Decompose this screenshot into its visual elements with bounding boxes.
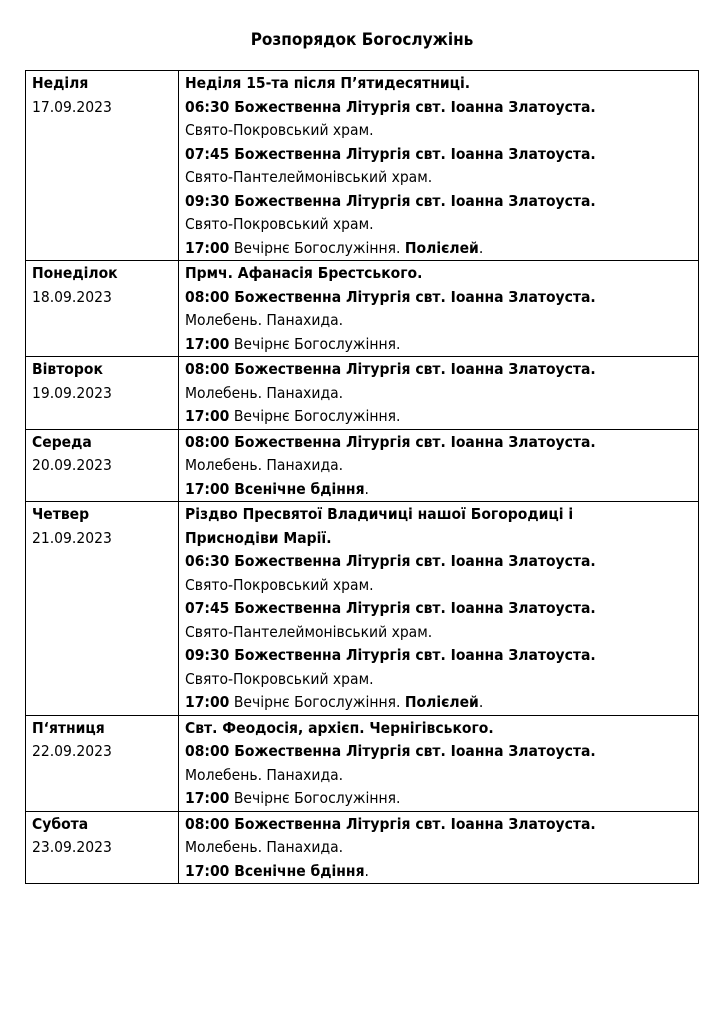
service-line <box>185 813 692 837</box>
schedule-row <box>26 502 699 716</box>
service-line <box>185 717 692 741</box>
service-text-bold: 09:30 Божественна Літургія свт. Іоанна Златоуста. <box>185 191 596 210</box>
service-text: Свято-Пантелеймонівський храм. <box>185 168 433 186</box>
service-text: Молебень. Панахида. <box>185 456 344 474</box>
services-cell <box>179 429 699 502</box>
service-line <box>185 454 692 478</box>
service-line <box>185 644 692 668</box>
day-name: Вівторок <box>32 360 103 378</box>
day-date: 23.09.2023 <box>32 838 112 856</box>
service-text-bold: 07:45 Божественна Літургія свт. Іоанна Златоуста. <box>185 599 596 617</box>
schedule-row <box>26 429 699 502</box>
services-cell <box>179 811 699 884</box>
service-line <box>185 143 692 167</box>
service-text-bold: 06:30 Божественна Літургія свт. Іоанна Златоуста. <box>185 552 596 570</box>
service-text-bold: 17:00 Всенічне бдіння <box>185 479 365 498</box>
day-cell <box>26 71 179 261</box>
service-text: . <box>364 479 369 498</box>
services-cell <box>179 71 699 261</box>
service-line <box>185 597 692 621</box>
service-text: . <box>478 238 484 257</box>
service-text-bold: Прмч. Афанасія Брестського. <box>185 264 423 282</box>
service-text: Свято-Пантелеймонівський храм. <box>185 622 433 641</box>
services-cell <box>179 715 699 811</box>
day-date: 20.09.2023 <box>32 456 112 474</box>
service-text: Вечірнє Богослужіння. <box>229 407 401 425</box>
service-text: . <box>478 693 484 711</box>
service-text-bold: Різдво Пресвятої Владичиці нашої Богородиці і <box>185 505 574 523</box>
day-cell <box>26 715 179 811</box>
day-cell <box>26 429 179 502</box>
service-text: Молебень. Панахида. <box>185 765 344 784</box>
service-text: Свято-Покровський храм. <box>185 575 374 594</box>
service-text-bold: Приснодіви Марії. <box>185 528 332 547</box>
schedule-row <box>26 715 699 811</box>
service-line <box>185 213 692 237</box>
service-text-bold: 17:00 <box>185 238 230 257</box>
service-text-bold: 08:00 Божественна Літургія свт. Іоанна Златоуста. <box>185 287 596 306</box>
day-date: 19.09.2023 <box>32 383 112 402</box>
day-date: 18.09.2023 <box>32 287 112 306</box>
service-line <box>185 72 692 96</box>
service-text: Свято-Покровський храм. <box>185 121 374 139</box>
day-name: Середа <box>32 432 92 451</box>
service-text-bold: 17:00 <box>185 407 230 425</box>
service-text-bold: Свт. Феодосія, архієп. Чернігівського. <box>185 718 494 737</box>
day-date: 17.09.2023 <box>32 97 112 116</box>
service-text-bold: 08:00 Божественна Літургія свт. Іоанна Златоуста. <box>185 360 596 378</box>
service-line <box>185 262 692 286</box>
day-cell <box>26 357 179 430</box>
service-line <box>185 621 692 645</box>
service-text: Молебень. Панахида. <box>185 383 344 402</box>
day-name: Понеділок <box>32 264 118 282</box>
service-text: Вечірнє Богослужіння. <box>229 693 405 711</box>
service-line <box>185 860 692 884</box>
service-text-bold: 17:00 <box>185 334 230 353</box>
services-cell <box>179 357 699 430</box>
service-text-bold: Полієлей <box>404 693 479 711</box>
services-cell <box>179 502 699 716</box>
service-line <box>185 237 692 261</box>
schedule-body <box>26 71 699 884</box>
service-text: Свято-Покровський храм. <box>185 669 374 688</box>
service-line <box>185 668 692 692</box>
day-name: П‘ятниця <box>32 718 105 737</box>
day-cell <box>26 261 179 357</box>
service-line <box>185 190 692 214</box>
schedule-row <box>26 811 699 884</box>
service-text-bold: 08:00 Божественна Літургія свт. Іоанна Златоуста. <box>185 814 596 833</box>
day-date: 22.09.2023 <box>32 742 112 760</box>
service-text-bold: 08:00 Божественна Літургія свт. Іоанна Златоуста. <box>185 432 596 451</box>
service-line <box>185 431 692 455</box>
schedule-table <box>25 70 699 884</box>
service-text-bold: 07:45 Божественна Літургія свт. Іоанна Златоуста. <box>185 144 596 163</box>
service-text-bold: Неділя 15-та після П’ятидесятниці. <box>185 74 471 92</box>
service-line <box>185 740 692 764</box>
service-line <box>185 550 692 574</box>
service-line <box>185 503 692 527</box>
services-cell <box>179 261 699 357</box>
service-text: Молебень. Панахида. <box>185 838 344 856</box>
service-line <box>185 478 692 502</box>
day-name: Четвер <box>32 505 90 523</box>
service-line <box>185 166 692 190</box>
service-line <box>185 119 692 143</box>
service-text: Молебень. Панахида. <box>185 311 344 329</box>
schedule-row <box>26 357 699 430</box>
service-line <box>185 286 692 310</box>
service-text-bold: 17:00 Всенічне бдіння <box>185 861 365 880</box>
day-name: Субота <box>32 814 89 833</box>
service-text-bold: 06:30 Божественна Літургія свт. Іоанна Златоуста. <box>185 97 596 116</box>
day-name: Неділя <box>32 74 89 92</box>
service-text: Вечірнє Богослужіння. <box>229 789 401 807</box>
service-text-bold: 09:30 Божественна Літургія свт. Іоанна Златоуста. <box>185 646 596 664</box>
schedule-row <box>26 71 699 261</box>
service-line <box>185 309 692 333</box>
service-text-bold: 08:00 Божественна Літургія свт. Іоанна Златоуста. <box>185 742 596 760</box>
service-line <box>185 358 692 382</box>
service-text: Вечірнє Богослужіння. <box>229 238 405 257</box>
service-line <box>185 405 692 429</box>
service-text-bold: 17:00 <box>185 789 230 807</box>
schedule-row <box>26 261 699 357</box>
day-cell <box>26 811 179 884</box>
service-line <box>185 382 692 406</box>
service-line <box>185 527 692 551</box>
service-line <box>185 691 692 715</box>
service-text: . <box>364 861 369 880</box>
day-date: 21.09.2023 <box>32 528 112 547</box>
service-line <box>185 836 692 860</box>
service-line <box>185 96 692 120</box>
service-line <box>185 333 692 357</box>
service-line <box>185 764 692 788</box>
service-text-bold: 17:00 <box>185 693 230 711</box>
service-text-bold: Полієлей <box>404 238 479 257</box>
day-cell <box>26 502 179 716</box>
service-line <box>185 787 692 811</box>
service-line <box>185 574 692 598</box>
service-text: Свято-Покровський храм. <box>185 215 374 233</box>
service-text: Вечірнє Богослужіння. <box>229 334 401 353</box>
page-title: Розпорядок Богослужінь <box>250 30 474 50</box>
